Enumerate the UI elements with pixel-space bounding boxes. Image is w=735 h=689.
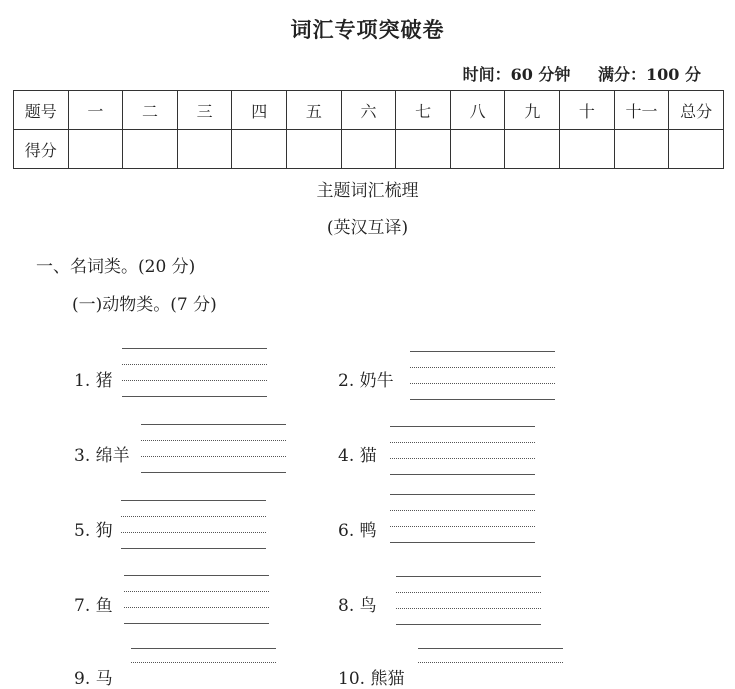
item-number: 7.: [74, 596, 91, 616]
score-header-cell: 题号: [14, 91, 69, 130]
time-limit: 时间：60 分钟: [462, 65, 571, 84]
vocab-item: [74, 441, 130, 466]
score-row-label: 得分: [14, 130, 69, 169]
item-word: 奶牛: [359, 371, 394, 391]
item-word: 狗: [95, 521, 113, 541]
score-table-score-row: [14, 130, 724, 169]
section-heading: 一、名词类。(20 分): [36, 257, 196, 277]
exam-meta: [463, 62, 701, 85]
score-input-cell[interactable]: [560, 130, 615, 169]
item-number: 10.: [338, 669, 366, 689]
score-header-cell: 总分: [669, 91, 724, 130]
item-word: 熊猫: [370, 669, 405, 689]
vocab-item: [338, 441, 377, 466]
full-score: 满分：100 分: [598, 65, 701, 84]
subtitle-translation-note: (英汉互译): [326, 218, 409, 238]
subtitle: 主题词汇梳理: [316, 181, 419, 201]
score-header-cell: 七: [396, 91, 451, 130]
item-number: 8.: [338, 596, 355, 616]
score-header-cell: 五: [287, 91, 342, 130]
item-word: 猪: [95, 371, 113, 391]
score-header-cell: 八: [450, 91, 505, 130]
vocab-item: [338, 516, 377, 541]
score-input-cell[interactable]: [341, 130, 396, 169]
vocab-item: [338, 664, 404, 689]
score-header-cell: 二: [123, 91, 178, 130]
score-header-cell: 十: [560, 91, 615, 130]
score-table: [13, 90, 724, 169]
item-number: 3.: [74, 446, 91, 466]
item-number: 2.: [338, 371, 355, 391]
item-word: 绵羊: [95, 446, 130, 466]
score-header-cell: 十一: [614, 91, 669, 130]
score-header-cell: 六: [341, 91, 396, 130]
score-input-cell[interactable]: [669, 130, 724, 169]
vocab-item: [74, 591, 113, 616]
page-title: 词汇专项突破卷: [290, 17, 445, 42]
score-input-cell[interactable]: [68, 130, 123, 169]
item-number: 4.: [338, 446, 355, 466]
score-input-cell[interactable]: [123, 130, 178, 169]
vocab-item: [74, 516, 113, 541]
score-input-cell[interactable]: [232, 130, 287, 169]
item-number: 6.: [338, 521, 355, 541]
score-input-cell[interactable]: [450, 130, 505, 169]
item-word: 鸟: [359, 596, 377, 616]
vocab-item: [74, 366, 113, 391]
score-input-cell[interactable]: [177, 130, 232, 169]
score-header-cell: 一: [68, 91, 123, 130]
item-word: 鱼: [95, 596, 113, 616]
item-number: 5.: [74, 521, 91, 541]
vocab-item: [338, 366, 394, 391]
item-word: 猫: [359, 446, 377, 466]
score-input-cell[interactable]: [396, 130, 451, 169]
subsection-heading: (一)动物类。(7 分): [72, 295, 217, 315]
score-input-cell[interactable]: [287, 130, 342, 169]
item-number: 9.: [74, 669, 91, 689]
score-header-cell: 三: [177, 91, 232, 130]
vocab-item: [74, 664, 113, 689]
item-word: 鸭: [359, 521, 377, 541]
item-word: 马: [95, 669, 113, 689]
vocab-item: [338, 591, 377, 616]
score-input-cell[interactable]: [505, 130, 560, 169]
item-number: 1.: [74, 371, 91, 391]
score-table-header-row: [14, 91, 724, 130]
score-header-cell: 四: [232, 91, 287, 130]
score-input-cell[interactable]: [614, 130, 669, 169]
score-header-cell: 九: [505, 91, 560, 130]
